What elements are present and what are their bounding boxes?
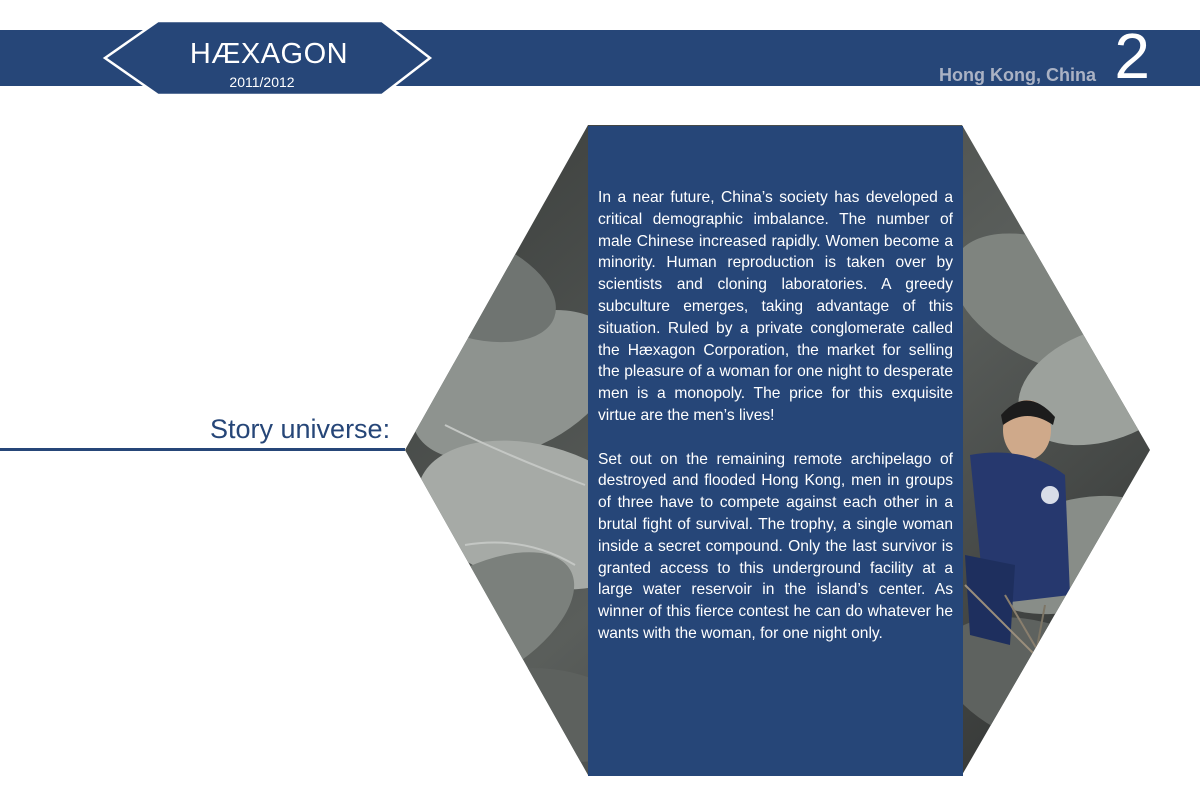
location-label: Hong Kong, China [939, 65, 1096, 85]
story-paragraph-2: Set out on the remaining remote archipelago of destroyed and flooded Hong Kong, men in groups of three have to compete against each other in a brutal fight of survival. The trophy, a single woman inside a secret compound. Only the last survivor is granted access to this underground facility at a large water reservoir in the island’s center. As winner of this fierce contest he can do whatever he wants with the woman, for one night only. [598, 450, 953, 642]
page-number: 2 [1114, 20, 1150, 92]
section-divider [0, 448, 405, 451]
logo-year: 2011/2012 [229, 74, 295, 90]
story-paragraph-1: In a near future, China’s society has developed a critical demographic imbalance. The number of male Chinese increased rapidly. Women become a minority. Human reproduction is taken over by scientists and cloning laboratories. A greedy subculture emerges, taking advantage of this situation. Ruled by a private conglomerate called the Hæxagon Corporation, the market for selling the pleasure of a woman for one night to desperate men is a monopoly. The price for this exquisite virtue are the men’s lives! [598, 189, 953, 424]
section-heading: Story universe: [210, 414, 391, 444]
story-text [598, 187, 953, 667]
logo-title: HÆXAGON [189, 38, 349, 70]
